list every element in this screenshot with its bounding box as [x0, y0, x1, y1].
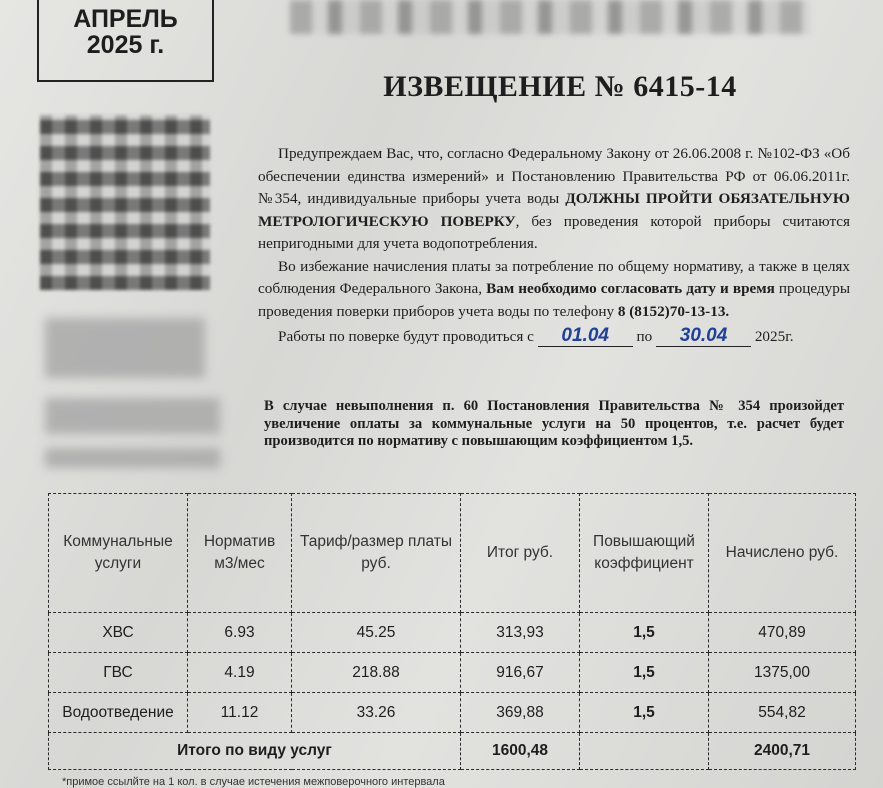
redacted-header	[290, 0, 810, 34]
cell-itog: 313,93	[461, 613, 580, 653]
cell-norm: 6.93	[188, 613, 292, 653]
redacted-block-2	[45, 398, 220, 434]
services-table	[48, 493, 856, 770]
cell-service: ГВС	[49, 653, 188, 693]
cell-service: ХВС	[49, 613, 188, 653]
cell-coef: 1,5	[580, 693, 709, 733]
total-charged: 2400,71	[709, 733, 856, 770]
footnote: *примое ссылйте на 1 кол. в случае истечения межповерочного интервала	[62, 776, 445, 788]
paragraph-2	[258, 256, 850, 324]
total-label: Итого по виду услуг	[49, 733, 461, 770]
dates-suffix: 2025г.	[754, 328, 794, 345]
redacted-block-1	[45, 318, 205, 378]
dates-mid: по	[636, 328, 653, 345]
cell-charged: 1375,00	[709, 653, 856, 693]
cell-charged: 470,89	[709, 613, 856, 653]
header-coef: Повышающий коэффициент	[580, 494, 709, 613]
header-itog: Итог руб.	[461, 494, 580, 613]
date-from: 01.04	[538, 326, 633, 347]
cell-coef: 1,5	[580, 613, 709, 653]
p1-bold: ДОЛЖНЫ ПРОЙТИ ОБЯЗАТЕЛЬНУЮ МЕТРОЛОГИЧЕСКУЮ ПОВЕРКУ	[258, 190, 850, 230]
total-row	[49, 733, 856, 770]
redacted-block-3	[45, 448, 220, 468]
total-coef-empty	[580, 733, 709, 770]
cell-tariff: 45.25	[292, 613, 461, 653]
notice-title: ИЗВЕЩЕНИЕ № 6415-14	[383, 70, 737, 103]
month-label: АПРЕЛЬ	[73, 5, 178, 33]
notice-body	[258, 143, 850, 349]
p1-text: Предупреждаем Вас, что, согласно Федеральному Закону от 26.06.2008 г. №102-ФЗ «Об обеспечении единства измерений» и Постановлению Правительства РФ от 06.06.2011г. №354, индивидуальные приборы учета воды	[258, 145, 850, 207]
table-row	[49, 693, 856, 733]
header-services: Коммунальные услуги	[49, 494, 188, 613]
p2-bold: Вам необходимо согласовать дату и время	[486, 280, 775, 297]
cell-norm: 11.12	[188, 693, 292, 733]
cell-itog: 369,88	[461, 693, 580, 733]
header-tariff: Тариф/размер платы руб.	[292, 494, 461, 613]
phone-number: 8 (8152)70-13-13.	[617, 302, 730, 320]
header-norm: Норматив м3/мес	[188, 494, 292, 613]
date-to: 30.04	[656, 326, 751, 347]
qr-code-redacted	[40, 115, 210, 290]
paragraph-1	[258, 143, 850, 256]
warning-text: В случае невыполнения п. 60 Постановления Правительства № 354 произойдет увеличение оплаты за коммунальные услуги на 50 процентов, т.е. расчет будет производится по нормативу с повышающим коэффициентом 1,5.	[264, 398, 844, 449]
cell-coef: 1,5	[580, 653, 709, 693]
p1-tail: , без проведения которой приборы считаются непригодными для учета водопотребления.	[258, 212, 850, 252]
table-row	[49, 613, 856, 653]
cell-tariff: 218.88	[292, 653, 461, 693]
table-row	[49, 653, 856, 693]
year-label: 2025 г.	[86, 31, 165, 59]
p2-mid: процедуры проведения поверки приборов учета воды по телефону	[258, 280, 851, 320]
month-box	[37, 0, 214, 82]
total-itog: 1600,48	[461, 733, 580, 770]
dates-prefix: Работы по поверке будут проводиться с	[278, 328, 534, 345]
dates-line	[258, 326, 850, 349]
header-charged: Начислено руб.	[709, 494, 856, 613]
p2-text: Во избежание начисления платы за потребление по общему нормативу, а также в целях соблюдения Федерального Закона,	[258, 257, 850, 297]
cell-itog: 916,67	[461, 653, 580, 693]
cell-norm: 4.19	[188, 653, 292, 693]
table-header-row	[49, 494, 856, 613]
cell-tariff: 33.26	[292, 693, 461, 733]
cell-service: Водоотведение	[49, 693, 188, 733]
cell-charged: 554,82	[709, 693, 856, 733]
